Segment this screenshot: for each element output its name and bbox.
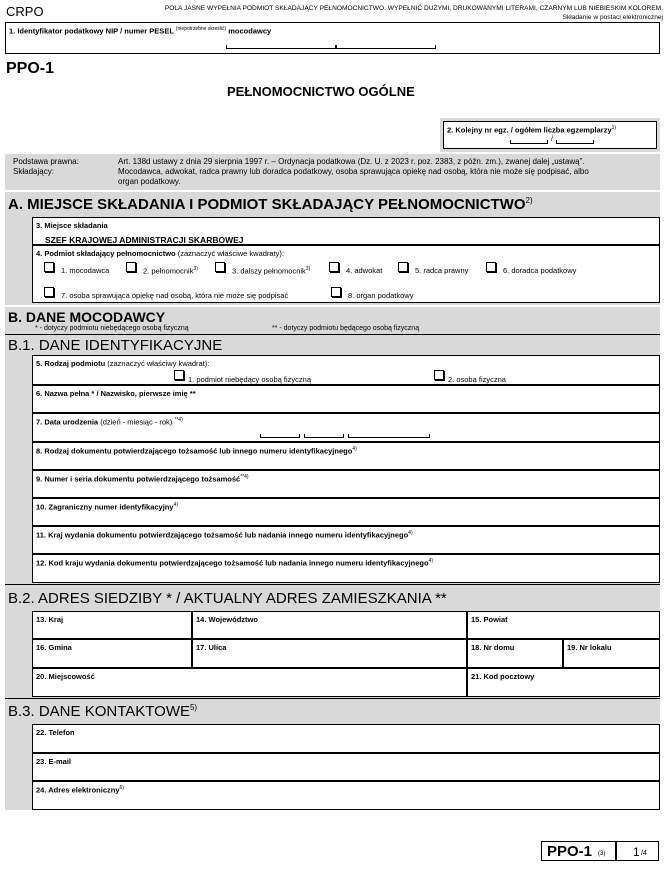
basis-text: Art. 138d ustawy z dnia 29 sierpnia 1997 r. – Ordynacja podatkowa (Dz. U. z 2023 r. poz. 2383, z późn. zm.), zwanej dalej „ustawą”.: [118, 157, 585, 166]
crpo-label: CRPO: [6, 4, 44, 19]
option-radca-prawny: 5. radca prawny: [415, 266, 469, 275]
section-b-title: B. DANE MOCODAWCY: [8, 309, 166, 325]
section-b1-title: B.1. DANE IDENTYFIKACYJNE: [8, 337, 223, 354]
city-field[interactable]: [32, 668, 467, 697]
checkbox-adwokat[interactable]: [329, 262, 339, 272]
f21-label: 21. Kod pocztowy: [471, 672, 535, 681]
f18-label: 18. Nr domu: [471, 643, 515, 652]
section-b2-title: B.2. ADRES SIEDZIBY * / AKTUALNY ADRES ZAMIESZKANIA **: [8, 590, 447, 607]
f7-hint: (dzień - miesiąc - rok): [100, 417, 173, 427]
f8-label: 8. Rodzaj dokumentu potwierdzającego tożsamość lub innego numeru identyfikacyjnego: [36, 446, 353, 456]
f9-label: 9. Numer i seria dokumentu potwierdzającego tożsamość: [36, 474, 241, 484]
f16-label: 16. Gmina: [36, 643, 72, 652]
f19-label: 19. Nr lokalu: [567, 643, 612, 652]
option-pelnomocnik: 2. pełnomocnik$^{3)}$: [143, 266, 198, 276]
option-mocodawca: 1. mocodawca: [61, 266, 110, 275]
form-code: PPO-1: [6, 60, 55, 77]
basis-label: Podstawa prawna:: [13, 157, 79, 166]
f24-label: 24. Adres elektroniczny: [36, 785, 120, 795]
f4-label: 4. Podmiot składający pełnomocnictwo: [36, 249, 176, 258]
f22-label: 22. Telefon: [36, 728, 75, 737]
f5-label: 5. Rodzaj podmiotu: [36, 359, 106, 368]
submitter-label: Składający:: [13, 167, 54, 176]
f5-hint: (zaznaczyć właściwy kwadrat):: [107, 359, 210, 368]
birth-year-box: [348, 434, 430, 438]
field1-suffix: mocodawcy: [228, 26, 272, 36]
f13-label: 13. Kraj: [36, 615, 64, 624]
submission-mode: Składanie w postaci elektronicznej: [562, 14, 663, 21]
foreign-id-field[interactable]: 10. Zagraniczny numer identyfikacyjny$^{4)}$: [32, 498, 660, 526]
email-field[interactable]: [32, 753, 660, 781]
country-field[interactable]: [32, 611, 192, 639]
submitter-text-1: Mocodawca, adwokat, radca prawny lub doradca podatkowy, osoba sprawująca opiekę nad osobą, która nie może się podpisać, albo: [118, 167, 589, 176]
f20-label: 20. Miejscowość: [36, 672, 95, 681]
submitter-text-2: organ podatkowy.: [118, 177, 181, 186]
option-doradca-podatkowy: 6. doradca podatkowy: [503, 266, 577, 275]
note-non-natural: * - dotyczy podmiotu niebędącego osobą fizyczną: [35, 325, 189, 332]
footer-page: [616, 841, 659, 861]
entity-type-field: [32, 355, 660, 385]
option-organ-podatkowy: 8. organ podatkowy: [348, 291, 414, 300]
checkbox-radca-prawny[interactable]: [398, 262, 408, 272]
copy-total-box: [556, 140, 594, 144]
field2-label: 2. Kolejny nr egz. / ogółem liczba egzemplarzy: [447, 125, 612, 135]
section-a-title: A. MIEJSCE SKŁADANIA I PODMIOT SKŁADAJĄCY PEŁNOMOCNICTWO$^{2)}$: [8, 196, 533, 213]
id-document-number-field[interactable]: 9. Numer i seria dokumentu potwierdzającego tożsamość$^{**4)}$: [32, 470, 660, 498]
page-total: /4: [641, 850, 647, 857]
legal-basis: [5, 154, 660, 190]
section-b3-title: B.3. DANE KONTAKTOWE$^{5)}$: [8, 703, 198, 720]
checkbox-dalszy-pelnomocnik[interactable]: [215, 262, 225, 272]
option-natural-person: 2. osoba fizyczna: [448, 375, 506, 384]
checkbox-mocodawca[interactable]: [44, 262, 54, 272]
option-opiekun: 7. osoba sprawująca opiekę nad osobą, która nie może się podpisać: [61, 291, 289, 300]
nip-pesel-field[interactable]: [5, 22, 660, 54]
county-field[interactable]: [467, 611, 660, 639]
f3-value: SZEF KRAJOWEJ ADMINISTRACJI SKARBOWEJ: [45, 235, 244, 245]
option-adwokat: 4. adwokat: [346, 266, 383, 275]
field2-sup: 1): [611, 125, 617, 131]
f12-label: 12. Kod kraju wydania dokumentu potwierdzającego tożsamość lub nadania innego numeru identyfikacyjnego: [36, 558, 429, 568]
electronic-address-field[interactable]: 24. Adres elektroniczny$^{6)}$: [32, 781, 660, 810]
f15-label: 15. Powiat: [471, 615, 508, 624]
f7-label: 7. Data urodzenia: [36, 417, 99, 427]
f11-label: 11. Kraj wydania dokumentu potwierdzającego tożsamość lub nadania innego numeru identyfikacyjnego: [36, 530, 409, 540]
fill-instruction: POLA JASNE WYPEŁNIA PODMIOT SKŁADAJĄCY PEŁNOMOCNICTWO. WYPEŁNIĆ DUŻYMI, DRUKOWANYMI LITERAMI, CZARNYM LUB NIEBIESKIM KOLOREM.: [164, 5, 663, 12]
f7-sup: **4): [174, 417, 183, 423]
f4-hint: (zaznaczyć właściwe kwadraty):: [177, 249, 284, 258]
voivodeship-field[interactable]: [192, 611, 467, 639]
checkbox-pelnomocnik[interactable]: [126, 262, 136, 272]
f6-label: 6. Nazwa pełna * / Nazwisko, pierwsze imię **: [36, 389, 196, 398]
postal-code-field[interactable]: [467, 668, 660, 697]
form-title: PEŁNOMOCNICTWO OGÓLNE: [227, 84, 415, 99]
field1-label: 1. Identyfikator podatkowy NIP / numer PESEL: [9, 26, 174, 36]
submission-place-field[interactable]: [32, 217, 660, 245]
issuing-country-code-field[interactable]: 12. Kod kraju wydania dokumentu potwierdzającego tożsamość lub nadania innego numeru identyfikacyjnego$^{4)}$: [32, 554, 660, 583]
checkbox-non-natural-person[interactable]: [174, 370, 184, 380]
f23-label: 23. E-mail: [36, 757, 72, 766]
checkbox-opiekun[interactable]: [44, 287, 54, 297]
note-natural: ** - dotyczy podmiotu będącego osobą fizyczną: [272, 325, 420, 332]
checkbox-doradca-podatkowy[interactable]: [486, 262, 496, 272]
phone-field[interactable]: [32, 724, 660, 753]
f14-label: 14. Województwo: [196, 615, 258, 624]
f10-label: 10. Zagraniczny numer identyfikacyjny: [36, 502, 174, 512]
checkbox-organ-podatkowy[interactable]: [331, 287, 341, 297]
house-number-field[interactable]: [467, 639, 563, 668]
footer-form-code: [541, 841, 616, 861]
f17-label: 17. Ulica: [196, 643, 227, 652]
issuing-country-field[interactable]: 11. Kraj wydania dokumentu potwierdzającego tożsamość lub nadania innego numeru identyfikacyjnego$^{4)}$: [32, 526, 660, 554]
checkbox-natural-person[interactable]: [434, 370, 444, 380]
footer-version: (3): [598, 851, 606, 857]
copy-number-field[interactable]: [443, 121, 657, 149]
field1-note: (niepotrzebne skreślić): [175, 26, 227, 32]
birth-month-box: [304, 434, 344, 438]
apartment-number-field[interactable]: [563, 639, 660, 668]
page-number: 1: [633, 845, 640, 859]
birth-day-box: [260, 434, 300, 438]
copy-slash: /: [551, 136, 553, 143]
option-non-natural-person: 1. podmiot niebędący osobą fizyczną: [188, 375, 311, 384]
birth-date-field[interactable]: [32, 413, 660, 442]
full-name-field[interactable]: [32, 385, 660, 413]
footer-code: PPO-1: [547, 843, 593, 860]
copy-number-box: [510, 140, 548, 144]
street-field[interactable]: [192, 639, 467, 668]
f3-label: 3. Miejsce składania: [36, 221, 108, 230]
commune-field[interactable]: [32, 639, 192, 668]
id-document-type-field[interactable]: 8. Rodzaj dokumentu potwierdzającego tożsamość lub innego numeru identyfikacyjnego$^{4)}$: [32, 442, 660, 470]
option-dalszy-pelnomocnik: 3. dalszy pełnomocnik$^{3)}$: [232, 266, 311, 276]
